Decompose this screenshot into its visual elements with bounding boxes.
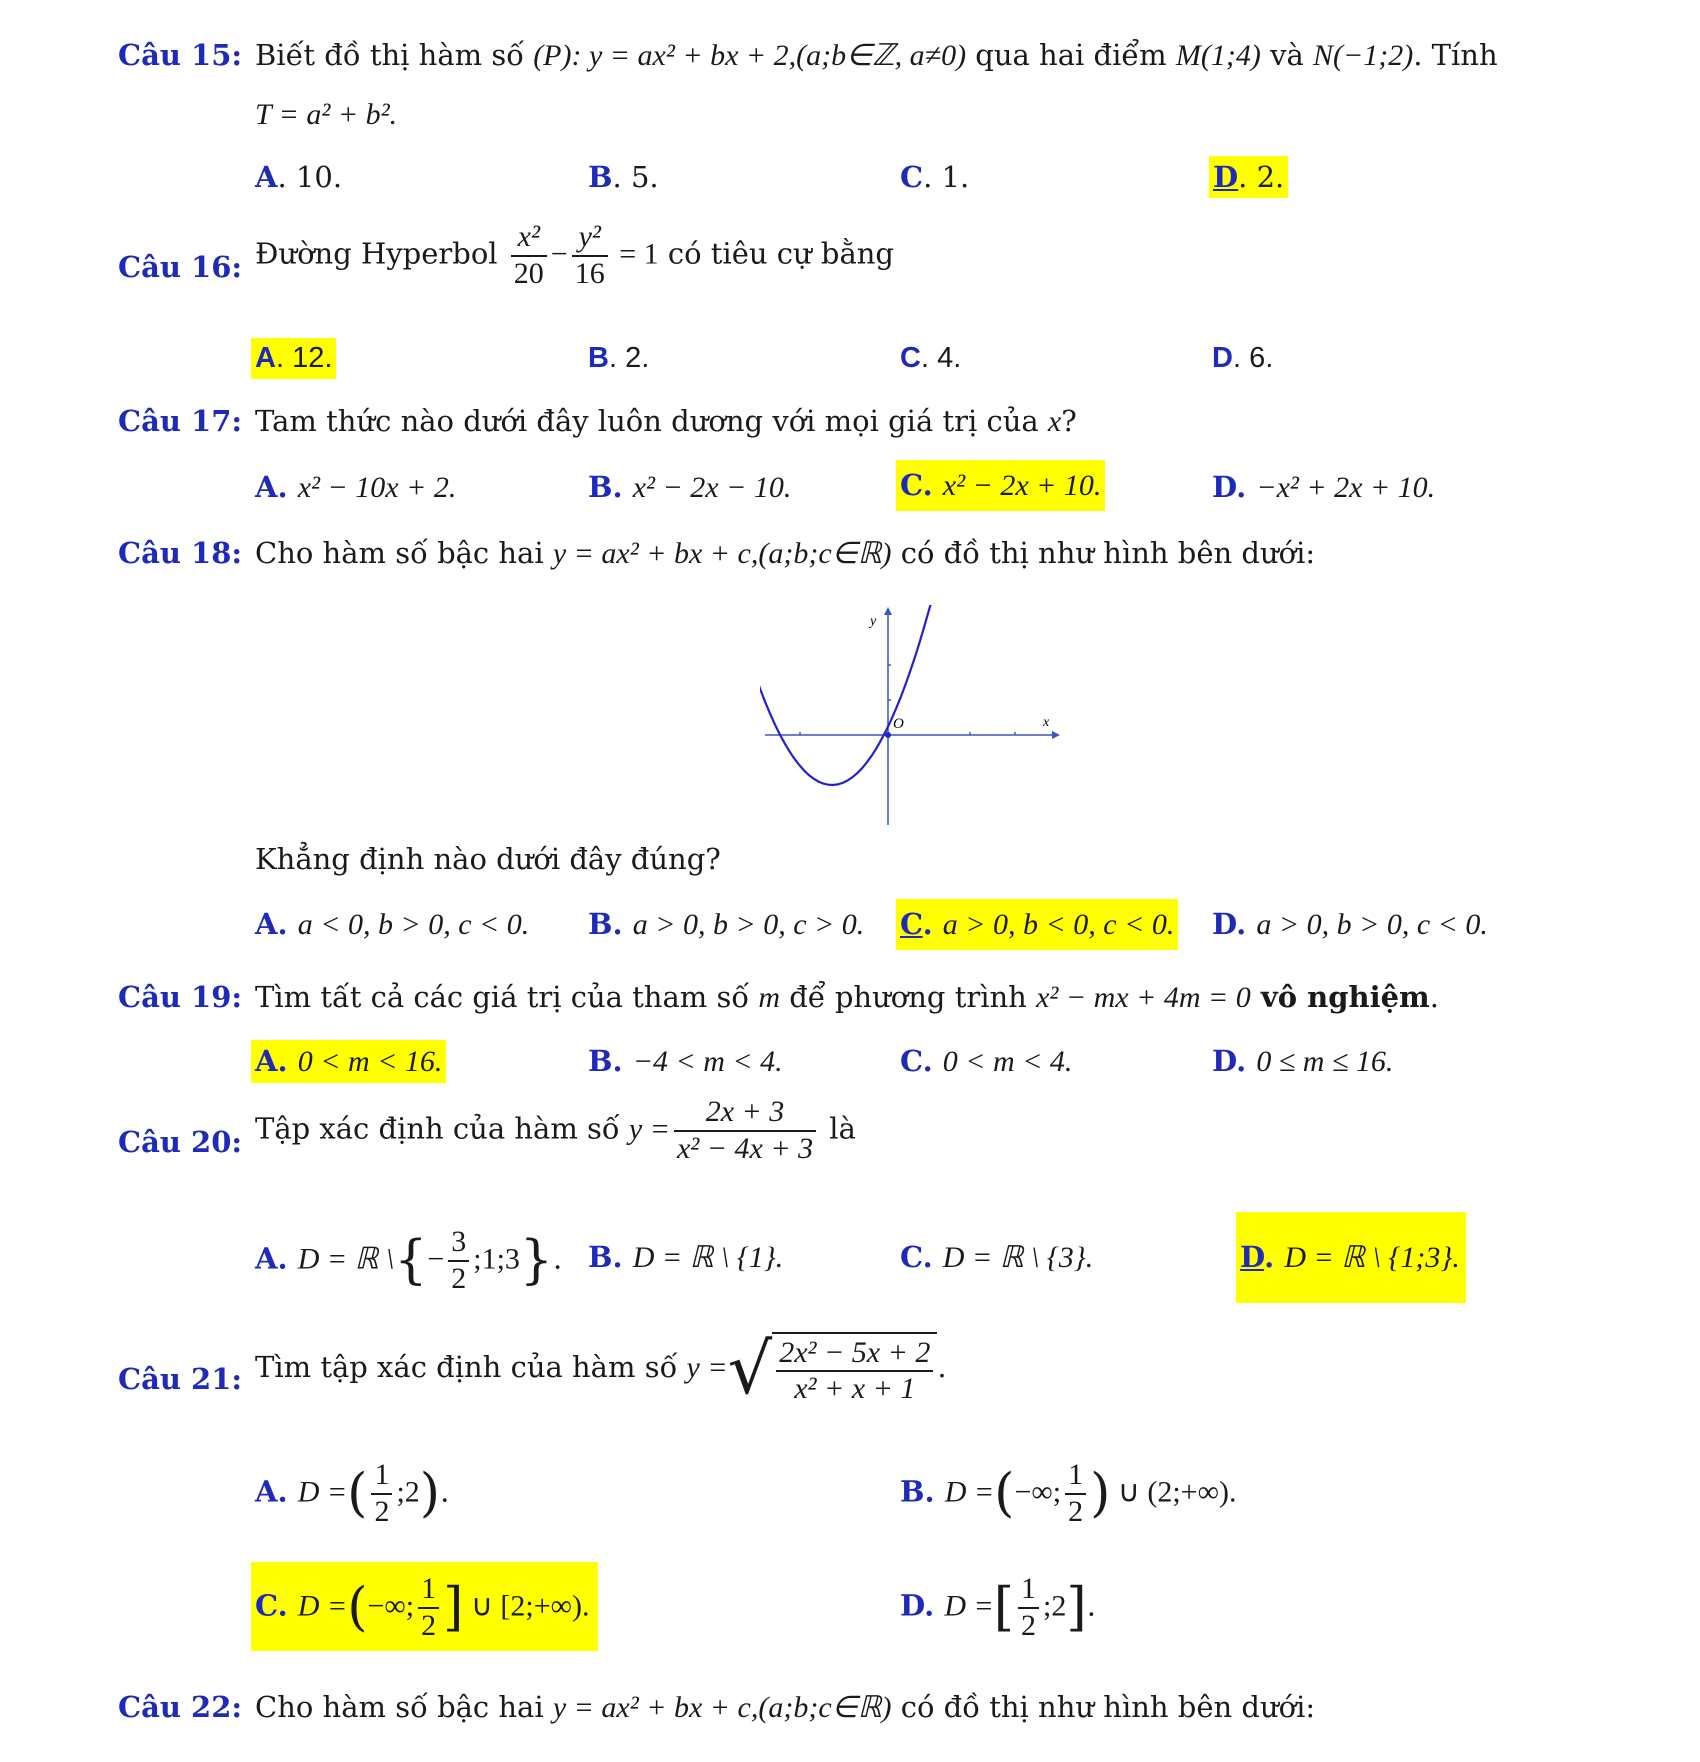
option-c-answer[interactable]: C. x² − 2x + 10. xyxy=(896,460,1105,511)
option-b[interactable]: B. 5. xyxy=(588,160,659,194)
question-label: Câu 20: xyxy=(118,1125,243,1159)
option-b[interactable]: B. D =(−∞; $\frac{1}{2}$ ) ∪ (2;+∞). xyxy=(900,1458,1237,1528)
question-18 xyxy=(118,536,1316,570)
option-d-answer[interactable]: D. D = ℝ \ {1;3}. xyxy=(1236,1212,1466,1303)
fraction: $\frac{\text{2x² − 5x + 2}}{\text{x² + x + 1}}$ xyxy=(776,1336,933,1407)
question-19 xyxy=(118,980,1439,1014)
option-b[interactable]: B. a > 0, b > 0, c > 0. xyxy=(588,907,865,941)
option-d[interactable]: D. a > 0, b > 0, c < 0. xyxy=(1212,907,1488,941)
option-c[interactable]: C. 1. xyxy=(900,160,970,194)
question-label: Câu 16: xyxy=(118,250,243,284)
point-m: M(1;4) xyxy=(1175,39,1261,72)
option-b[interactable]: B. D = ℝ \ {1}. xyxy=(588,1240,784,1274)
option-b[interactable]: B. 2. xyxy=(588,342,650,374)
question-15 xyxy=(118,38,1498,72)
option-c[interactable]: C. 4. xyxy=(900,342,962,374)
question-label: Câu 18: xyxy=(118,536,243,570)
question-21 xyxy=(118,1328,947,1410)
origin-point xyxy=(885,732,891,738)
question-17 xyxy=(118,404,1077,438)
question-22 xyxy=(118,1690,1316,1724)
parabola-curve xyxy=(760,605,1036,785)
option-a[interactable]: A. 10. xyxy=(255,160,343,194)
option-d[interactable]: D. 6. xyxy=(1212,342,1274,374)
option-a[interactable]: A. x² − 10x + 2. xyxy=(255,470,457,504)
question-label: Câu 22: xyxy=(118,1690,243,1724)
question-text: Tập xác định của hàm số y = $\frac{2x + 3}{\text{x² − 4x + 3}}$ là xyxy=(255,1095,856,1165)
fraction-x2-20: $\frac{\text{x²}}{20}$ xyxy=(511,220,547,291)
question-16 xyxy=(118,220,894,290)
point-n: N(−1;2) xyxy=(1312,39,1414,72)
y-axis-arrow-icon xyxy=(884,607,892,615)
formula: y = ax² + bx + c,(a;b;c∈ℝ) xyxy=(552,537,892,570)
question-label: Câu 21: xyxy=(118,1362,243,1396)
x-axis-label: x xyxy=(1043,715,1050,730)
option-c-answer[interactable]: C. a > 0, b < 0, c < 0. xyxy=(896,899,1178,950)
claim-text: Khẳng định nào dưới đây đúng? xyxy=(255,842,721,876)
formula: x² − mx + 4m = 0 xyxy=(1036,981,1251,1014)
origin-label: O xyxy=(893,716,904,732)
formula: (P): y = ax² + bx + 2,(a;b∈ℤ, a≠0) xyxy=(533,39,967,72)
option-d[interactable]: D. −x² + 2x + 10. xyxy=(1212,470,1436,504)
option-d-answer[interactable]: D. 2. xyxy=(1209,156,1288,198)
x-axis-arrow-icon xyxy=(1052,731,1060,739)
option-a-answer[interactable]: A. 0 < m < 16. xyxy=(251,1040,446,1083)
question-text: Cho hàm số bậc hai y = ax² + bx + c,(a;b;c∈ℝ) có đồ thị như hình bên dưới: xyxy=(255,536,1316,570)
option-a[interactable]: A. a < 0, b > 0, c < 0. xyxy=(255,907,530,941)
question-label: Câu 17: xyxy=(118,404,243,438)
option-b[interactable]: B. −4 < m < 4. xyxy=(588,1044,783,1078)
option-c[interactable]: C. 0 < m < 4. xyxy=(900,1044,1073,1078)
square-root: √ $\frac{\text{2x² − 5x + 2}}{\text{x² + x + 1}}$ xyxy=(728,1328,938,1410)
question-text: Biết đồ thị hàm số (P): y = ax² + bx + 2,(a;b∈ℤ, a≠0) qua hai điểm M(1;4) và N(−1;2). Tính xyxy=(255,38,1498,72)
question-text: Tìm tập xác định của hàm số y =√ $\frac{\text{2x² − 5x + 2}}{\text{x² + x + 1}}$ . xyxy=(255,1328,947,1410)
question-text: Tam thức nào dưới đây luôn dương với mọi giá trị của x? xyxy=(255,404,1077,438)
question-label: Câu 19: xyxy=(118,980,243,1014)
option-a[interactable]: A. D =( $\frac{1}{2}$ ;2). xyxy=(255,1458,450,1528)
question-text: Cho hàm số bậc hai y = ax² + bx + c,(a;b;c∈ℝ) có đồ thị như hình bên dưới: xyxy=(255,1690,1316,1724)
y-axis-label: y xyxy=(870,614,877,629)
question-15-line2: T = a² + b². xyxy=(255,98,398,131)
question-text: Tìm tất cả các giá trị của tham số m để phương trình x² − mx + 4m = 0 vô nghiệm. xyxy=(255,980,1439,1014)
option-d[interactable]: D. D =[ $\frac{1}{2}$ ;2]. xyxy=(900,1572,1096,1642)
question-label: Câu 15: xyxy=(118,38,243,72)
question-20 xyxy=(118,1095,856,1165)
question-text: Đường Hyperbol $\frac{\text{x²}}{20}$ − $\frac{\text{y²}}{16}$ = 1 có tiêu cự bằng xyxy=(255,220,894,290)
parabola-graph xyxy=(760,605,1060,830)
fraction-y2-16: $\frac{\text{y²}}{16}$ xyxy=(572,220,608,291)
option-a-answer[interactable]: A. 12. xyxy=(251,338,336,379)
option-a[interactable]: A. D = ℝ \{− $\frac{3}{2}$ ;1;3}. xyxy=(255,1225,563,1295)
option-c-answer[interactable]: C. D =(−∞; $\frac{1}{2}$ ] ∪ [2;+∞). xyxy=(251,1562,598,1651)
option-c[interactable]: C. D = ℝ \ {3}. xyxy=(900,1240,1094,1274)
option-b[interactable]: B. x² − 2x − 10. xyxy=(588,470,792,504)
option-d[interactable]: D. 0 ≤ m ≤ 16. xyxy=(1212,1044,1394,1078)
formula: y = ax² + bx + c,(a;b;c∈ℝ) xyxy=(552,1691,892,1724)
fraction: $\frac{2x + 3}{\text{x² − 4x + 3}}$ xyxy=(674,1095,816,1166)
